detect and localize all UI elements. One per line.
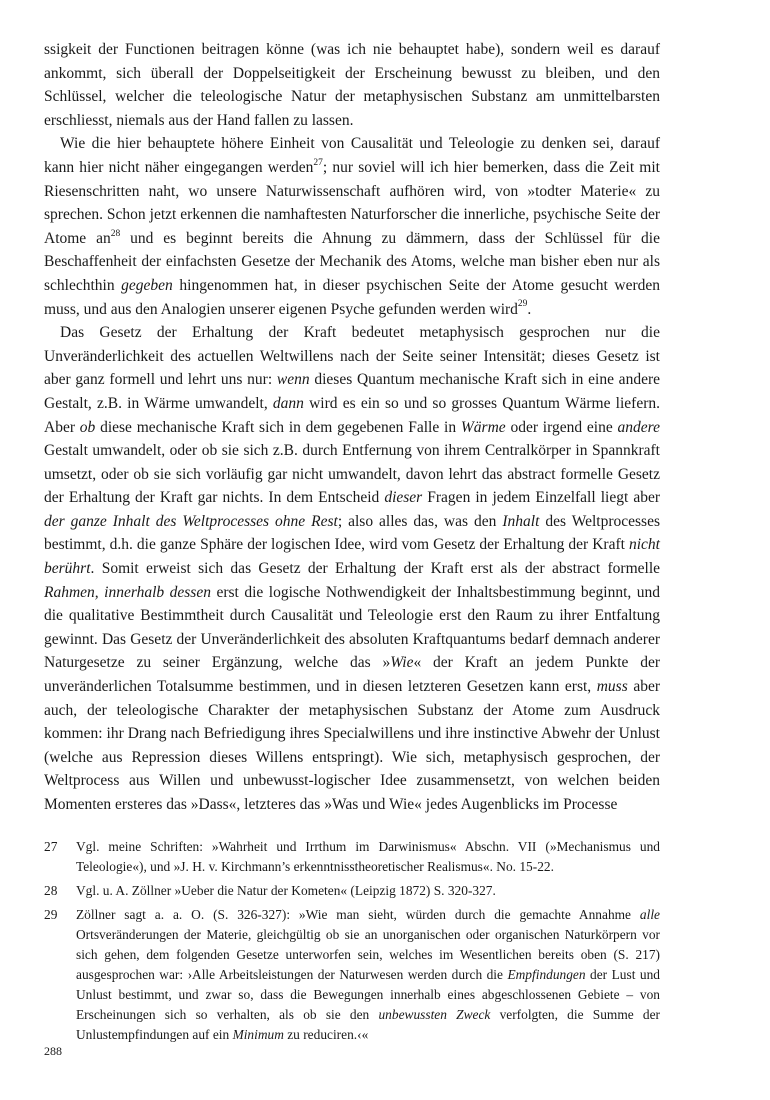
text-run: der Lust und Unlust bestimmt, und zwar so, dass die Bewegungen innerhalb eines abgeschlossenen Gebiete – von Erscheinungen sich so verhalten, als ob sie den [76,966,660,1022]
footnote [44,837,660,877]
text-run: « der Kraft an jedem Punkte der unveränderlichen Totalsumme bestimmen, und in diesen letzteren Gesetzen kann erst, [44,654,661,696]
text-run: dieses Quantum mechanische Kraft sich in eine andere Gestalt, z.B. in Wärme umwandelt, [44,371,660,412]
footnote-text [76,881,660,901]
footnote-ref: 28 [110,228,121,239]
emphasis: dieser [384,489,423,507]
text-run: Das Gesetz der Erhaltung der Kraft bedeutet metaphysisch gesprochen nur die Unveränderlichkeit des actuellen Weltwillens nach der Seite seiner Intensität; dieses Gesetz ist aber ganz formell und lehrt uns nur: [44,324,660,389]
emphasis: unbewussten Zweck [378,1006,491,1022]
paragraph [44,132,660,321]
footnote-number: 28 [44,882,58,898]
text-run: Wie die hier behauptete höhere Einheit von Causalität und Teleologie zu denken sei, darauf kann hier nicht näher eingegangen werden [44,135,660,176]
text-run: wird es ein so und so grosses Quantum Wärme liefern. Aber [44,394,660,436]
text-run: Ortsveränderungen der Materie, gleichgültig ob sie an unorganischen oder organischen Naturkörpern vor sich gehen, dem folgenden Gesetze unterworfen sein, welches im Wesentlichen bereits oben (S. 217) ausgesprochen war: ›Alle Arbeitsleistungen der Naturwesen werden durch die [76,926,660,982]
text-run: diese mechanische Kraft sich in dem gegebenen Falle in [95,418,461,436]
text-run: und es beginnt bereits die Ahnung zu dämmern, dass der Schlüssel für die Beschaffenheit der einfachsten Gesetze der Mechanik des Atoms, welche man bisher eben nur als schlechthin [44,229,660,294]
text-run: . Somit erweist sich das Gesetz der Erhaltung der Kraft erst als der abstract formelle [90,560,660,578]
text-run: aber auch, der teleologische Charakter der metaphysischen Substanz der Atome zum Ausdruck kommen: ihr Drang nach Befriedigung ihres Specialwillens und ihre instinctive Abwehr der Unlust (welche aus Repression dieses Willens entspringt). Wie sich, metaphysisch gesprochen, der Weltprocess aus Willen und unbewusst-logischer Idee zusammensetzt, von welchen beiden Momenten ersteres das »Dass«, letzteres das »Was und Wie« jedes Augenblicks im Processe [44,678,660,813]
emphasis: dann [272,394,304,412]
paragraph [44,321,660,816]
footnote [44,905,660,1045]
footnote-number: 29 [44,906,58,922]
emphasis: der ganze Inhalt des Weltprocesses ohne Rest [44,512,338,530]
text-run: oder irgend eine [505,418,618,436]
emphasis: ob [79,418,96,436]
text-run: ssigkeit der Functionen beitragen könne (was ich nie behauptet habe), sondern weil es darauf ankommt, sich überall der Doppelseitigkeit der Erscheinung bewusst zu bleiben, und den Schlüssel, welcher die teleologische Natur der metaphysischen Substanz am unmittelbarsten erschliesst, niemals aus der Hand fallen zu lassen. [44,41,660,129]
text-run: . [527,300,532,318]
text-run: des Weltprocesses bestimmt, d.h. die ganze Sphäre der logischen Idee, wird vom Gesetz der Erhaltung der Kraft [44,512,660,554]
footnote-text [76,837,660,877]
text-run: ; nur soviel will ich hier bemerken, dass die Zeit mit Riesenschritten naht, wo unsere Naturwissenschaft aufhören wird, von »todter Materie« zu sprechen. Schon jetzt erkennen die namhaftesten Naturforscher die innerliche, psychische Seite der Atome an [44,158,660,247]
text-run: zu reduciren.‹« [283,1026,369,1042]
footnote-number: 27 [44,838,58,854]
emphasis: andere [617,418,660,436]
emphasis: nicht berührt [44,536,660,578]
emphasis: Minimum [232,1026,284,1042]
text-run: Zöllner sagt a. a. O. (S. 326-327): »Wie man sieht, würden durch die gemachte Annahme [76,906,640,922]
text-run: erst die logische Nothwendigkeit der Inhaltsbestimmung beginnt, und die qualitative Bestimmtheit durch Causalität und Teleologie erst den Raum zu ihrer Entfaltung gewinnt. Das Gesetz der Unveränderlichkeit des absoluten Kraftquantums bedarf demnach anderer Naturgesetze zu seiner Ergänzung, welche das » [44,583,661,672]
page [44,38,660,1049]
body-text [44,38,660,817]
footnote [44,881,660,901]
emphasis: Inhalt [502,512,540,530]
footnote-ref: 29 [517,299,528,310]
emphasis: Wärme [460,418,506,436]
footnote-ref: 27 [313,157,323,168]
emphasis: wenn [276,371,310,389]
emphasis: alle [639,906,660,922]
text-run: hingenommen hat, in dieser psychischen Seite der Atome gesucht werden muss, und aus den Analogien unserer eigenen Psyche gefunden werden wird [44,276,660,318]
emphasis: Wie [390,654,414,672]
paragraph [44,38,660,132]
emphasis: Rahmen, innerhalb dessen [44,583,211,601]
text-run: Vgl. u. A. Zöllner »Ueber die Natur der Kometen« (Leipzig 1872) S. 320-327. [76,882,496,898]
page-number: 288 [44,1044,62,1058]
text-run: Fragen in jedem Einzelfall liegt aber [422,489,660,507]
text-run: Gestalt umwandelt, oder ob sie sich z.B. durch Entfernung von ihrem Centralkörper in Spannkraft umsetzt, oder ob sie sich vorläufig gar nicht umwandelt, davon lehrt das abstract formelle Gesetz der Erhaltung der Kraft gar nichts. In dem Entscheid [44,442,660,507]
emphasis: muss [596,678,628,696]
emphasis: Empfindungen [507,966,586,982]
text-run: ; also alles das, was den [337,512,503,530]
emphasis: gegeben [121,276,173,294]
footnote-text [76,905,660,1045]
text-run: verfolgten, die Summe der Unlustempfindungen auf ein [76,1006,661,1042]
footnotes [44,837,660,1045]
text-run: Vgl. meine Schriften: »Wahrheit und Irrthum im Darwinismus« Abschn. VII (»Mechanismus und Teleologie«), und »J. H. v. Kirchmann’s erkenntnisstheoretischer Realismus«. No. 15-22. [76,838,660,874]
